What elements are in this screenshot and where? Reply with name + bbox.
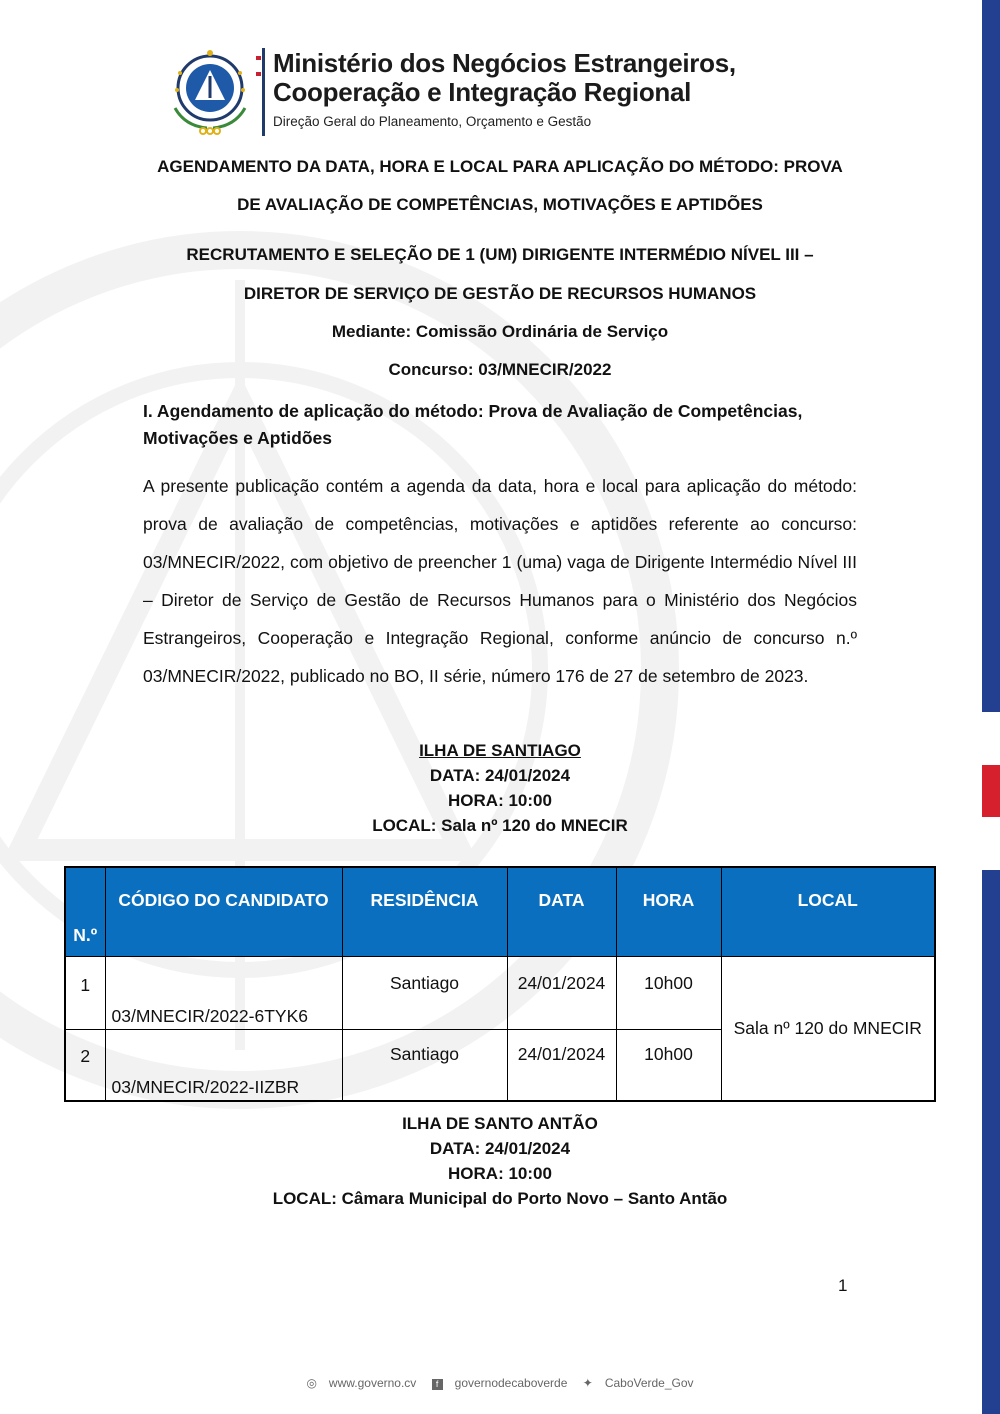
col-header-code: CÓDIGO DO CANDIDATO (105, 867, 342, 957)
facebook-link[interactable]: governodecaboverde (454, 1376, 568, 1390)
santiago-date: DATA: 24/01/2024 (429, 766, 571, 785)
cell-location: Sala nº 120 do MNECIR (721, 957, 935, 1102)
twitter-icon: ✦ (582, 1376, 593, 1390)
footer-links (0, 1376, 1000, 1390)
concurso-line: Concurso: 03/MNECIR/2022 (388, 360, 612, 379)
cell-code: 03/MNECIR/2022-IIZBR (105, 1030, 342, 1102)
body-paragraph: A presente publicação contém a agenda da data, hora e local para aplicação do método: prova de avaliação de competências, motivações e aptidões referente ao concurso: 03/MNECIR/2022, com objetivo de preencher 1 (uma) vaga de Dirigente Intermédio Nível III – Diretor de Serviço de Gestão de Recursos Humanos para o Ministério dos Negócios Estrangeiros, Cooperação e Integração Regional, conforme anúncio de concurso n.º 03/MNECIR/2022, publicado no BO, II série, número 176 de 27 de setembro de 2023. (143, 476, 857, 686)
title-line1: AGENDAMENTO DA DATA, HORA E LOCAL PARA APLICAÇÃO DO MÉTODO: PROVA (157, 157, 843, 176)
santiago-location: LOCAL: Sala nº 120 do MNECIR (372, 816, 628, 835)
section-heading: I. Agendamento de aplicação do método: Prova de Avaliação de Competências, Motivações e Aptidões (143, 401, 803, 448)
cell-residence: Santiago (342, 1030, 507, 1102)
santo-antao-date: DATA: 24/01/2024 (429, 1139, 571, 1158)
col-header-date: DATA (507, 867, 616, 957)
page-number: 1 (838, 1276, 848, 1295)
title-line2: DE AVALIAÇÃO DE COMPETÊNCIAS, MOTIVAÇÕES E APTIDÕES (237, 195, 763, 214)
facebook-icon: f (432, 1379, 443, 1390)
twitter-link[interactable]: CaboVerde_Gov (604, 1376, 694, 1390)
cell-date: 24/01/2024 (507, 957, 616, 1030)
cell-number: 2 (65, 1030, 105, 1102)
cell-date: 24/01/2024 (507, 1030, 616, 1102)
cell-time: 10h00 (616, 1030, 721, 1102)
table-row (65, 957, 935, 1030)
mediante-line: Mediante: Comissão Ordinária de Serviço (331, 322, 669, 341)
santiago-island: ILHA DE SANTIAGO (419, 741, 581, 760)
title-line4: DIRETOR DE SERVIÇO DE GESTÃO DE RECURSOS HUMANOS (243, 284, 757, 303)
ministry-name-line1: Ministério dos Negócios Estrangeiros, (273, 48, 736, 78)
santo-antao-island: ILHA DE SANTO ANTÃO (402, 1114, 598, 1133)
cell-residence: Santiago (342, 957, 507, 1030)
santo-antao-location: LOCAL: Câmara Municipal do Porto Novo – Santo Antão (272, 1189, 728, 1208)
col-header-location: LOCAL (721, 867, 935, 957)
cell-number: 1 (65, 957, 105, 1030)
red-dash-bottom (256, 72, 261, 76)
col-header-time: HORA (616, 867, 721, 957)
red-dash-top (256, 56, 261, 60)
globe-icon: ◎ (306, 1376, 317, 1390)
santo-antao-time: HORA: 10:00 (448, 1164, 552, 1183)
table-header-row (65, 867, 935, 957)
candidates-table (64, 866, 936, 1102)
col-header-residence: RESIDÊNCIA (342, 867, 507, 957)
col-header-number: N.º (65, 867, 105, 957)
directorate-name: Direção Geral do Planeamento, Orçamento e Gestão (273, 114, 592, 129)
header-divider (262, 48, 265, 136)
santiago-time: HORA: 10:00 (448, 791, 552, 810)
right-bar-navy-top (982, 0, 1000, 712)
coat-of-arms-icon (165, 48, 255, 138)
ministry-name-line2: Cooperação e Integração Regional (273, 77, 692, 107)
cell-time: 10h00 (616, 957, 721, 1030)
website-link[interactable]: www.governo.cv (328, 1376, 417, 1390)
cell-code: 03/MNECIR/2022-6TYK6 (105, 957, 342, 1030)
title-line3: RECRUTAMENTO E SELEÇÃO DE 1 (UM) DIRIGENTE INTERMÉDIO NÍVEL III – (186, 245, 814, 264)
